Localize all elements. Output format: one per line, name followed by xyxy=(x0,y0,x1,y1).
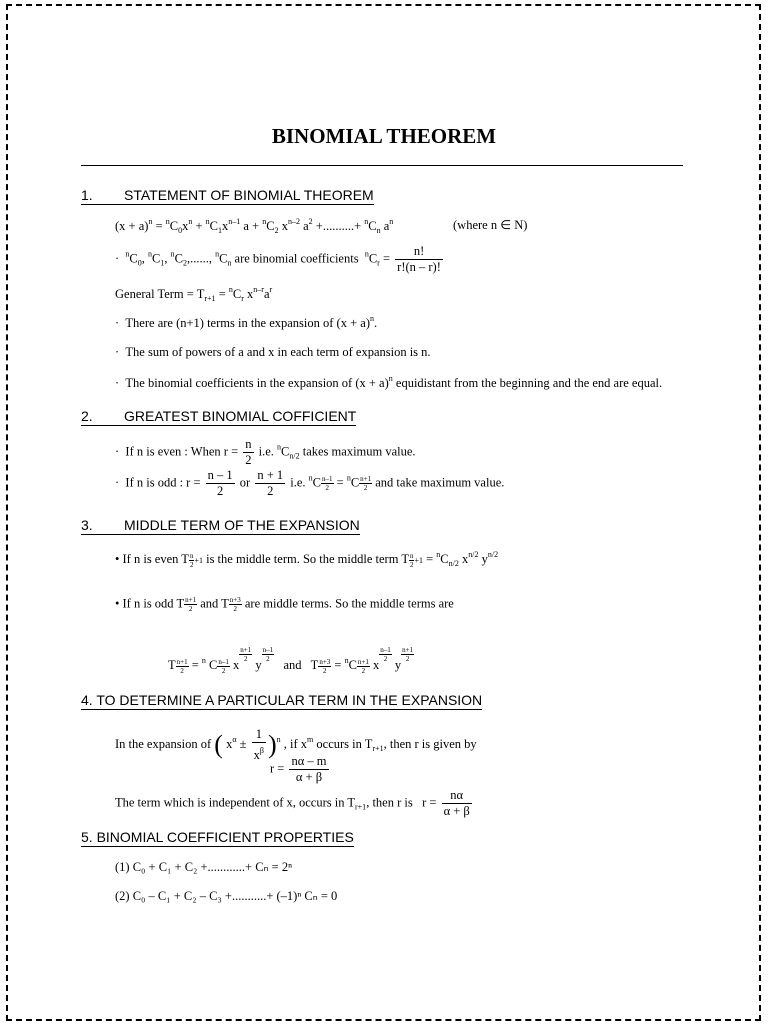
particular-term-line: In the expansion of ( $x^\alpha$ ± $\frac{1}{x^\beta}$ )$^n$ , if $x^m$ occurs in $T_{r+1}$, then r is given by xyxy=(115,727,477,762)
n-even-line: · If n is even : When r = $\frac{n}{2}$ i.e. $^nC_{n/2}$ takes maximum value. xyxy=(115,437,416,467)
where-clause: (where n ∈ N) xyxy=(453,218,528,232)
r-formula: r = $\frac{n\alpha - m}{\alpha + \beta}$ xyxy=(270,754,327,784)
terms-count-line: · There are (n+1) terms in the expansion of $(x + a)^n$. xyxy=(115,314,378,330)
middle-term-odd-line: • If n is odd T $\frac{n+1}{2}$ and T $\frac{n+3}{2}$ are middle terms. So the middle terms are xyxy=(115,596,454,613)
title-rule xyxy=(81,165,683,166)
middle-terms-formula: T $\frac{n+1}{2}$ = $^n$ C $\frac{n-1}{2}$ x $\frac{n+1}{2}$ y $\frac{n-1}{2}$ and T $\frac{n+3}{2}$ = $^n$C $\frac{n+1}{2}$ x $\frac{n-1}{2}$ y $\frac{n+1}{2}$ xyxy=(168,646,414,675)
binomial-coefficients-line: · $^nC_0$, $^nC_1$, $^nC_2$,......, $^nC_n$ are binomial coefficients $^nC_r$ = $\frac{n!}{r!(n - r)!}$ xyxy=(115,244,441,274)
n-odd-line: · If n is odd : r = $\frac{n - 1}{2}$ or $\frac{n + 1}{2}$ i.e. $^n$C $\frac{n-1}{2}$ = $^n$C $\frac{n+1}{2}$ and take maximum value. xyxy=(115,468,505,498)
section-5-heading: 5. BINOMIAL COEFFICIENT PROPERTIES xyxy=(81,829,354,845)
binomial-expansion-formula: $(x + a)^n = ^nC_0x^n + ^nC_1x^{n-1}$ $a + ^nC_2$ $x^{n-2}$ $a^2$ +..........+ $^nC_n$ $a^n$ xyxy=(115,217,394,235)
section-2-heading: 2. GREATEST BINOMIAL COFFICIENT xyxy=(81,408,357,424)
property-2: (2) C₀ – C₁ + C₂ – C₃ +...........+ (–1)ⁿ Cₙ = 0 xyxy=(115,889,338,903)
sum-powers-line: · The sum of powers of a and x in each term of expansion is n. xyxy=(115,345,431,359)
equidistant-line: · The binomial coefficients in the expansion of $(x + a)^n$ equidistant from the beginning and the end are equal. xyxy=(115,374,663,390)
section-1-heading: 1. STATEMENT OF BINOMIAL THEOREM xyxy=(81,187,374,203)
page-title: BINOMIAL THEOREM xyxy=(271,124,497,148)
general-term: General Term = $T_{r+1} = ^nC_r$ $x^{n-r}a^r$ xyxy=(115,285,273,303)
property-1: (1) C₀ + C₁ + C₂ +............+ Cₙ = 2ⁿ xyxy=(115,860,293,874)
middle-term-even-line: • If n is even T $\frac{n}{2}$ +1 is the middle term. So the middle term T $\frac{n}{2}$ $+1 = ^nC_{n/2}$ $x^{n/2}$ $y^{n/2}$ xyxy=(115,550,499,569)
independent-term-line: The term which is independent of x, occurs in $T_{r+1}$, then r is r = $\frac{n\alpha}{\alpha + \beta}$ xyxy=(115,788,470,818)
section-4-heading: 4. TO DETERMINE A PARTICULAR TERM IN THE EXPANSION xyxy=(81,692,483,708)
section-3-heading: 3. MIDDLE TERM OF THE EXPANSION xyxy=(81,517,360,533)
